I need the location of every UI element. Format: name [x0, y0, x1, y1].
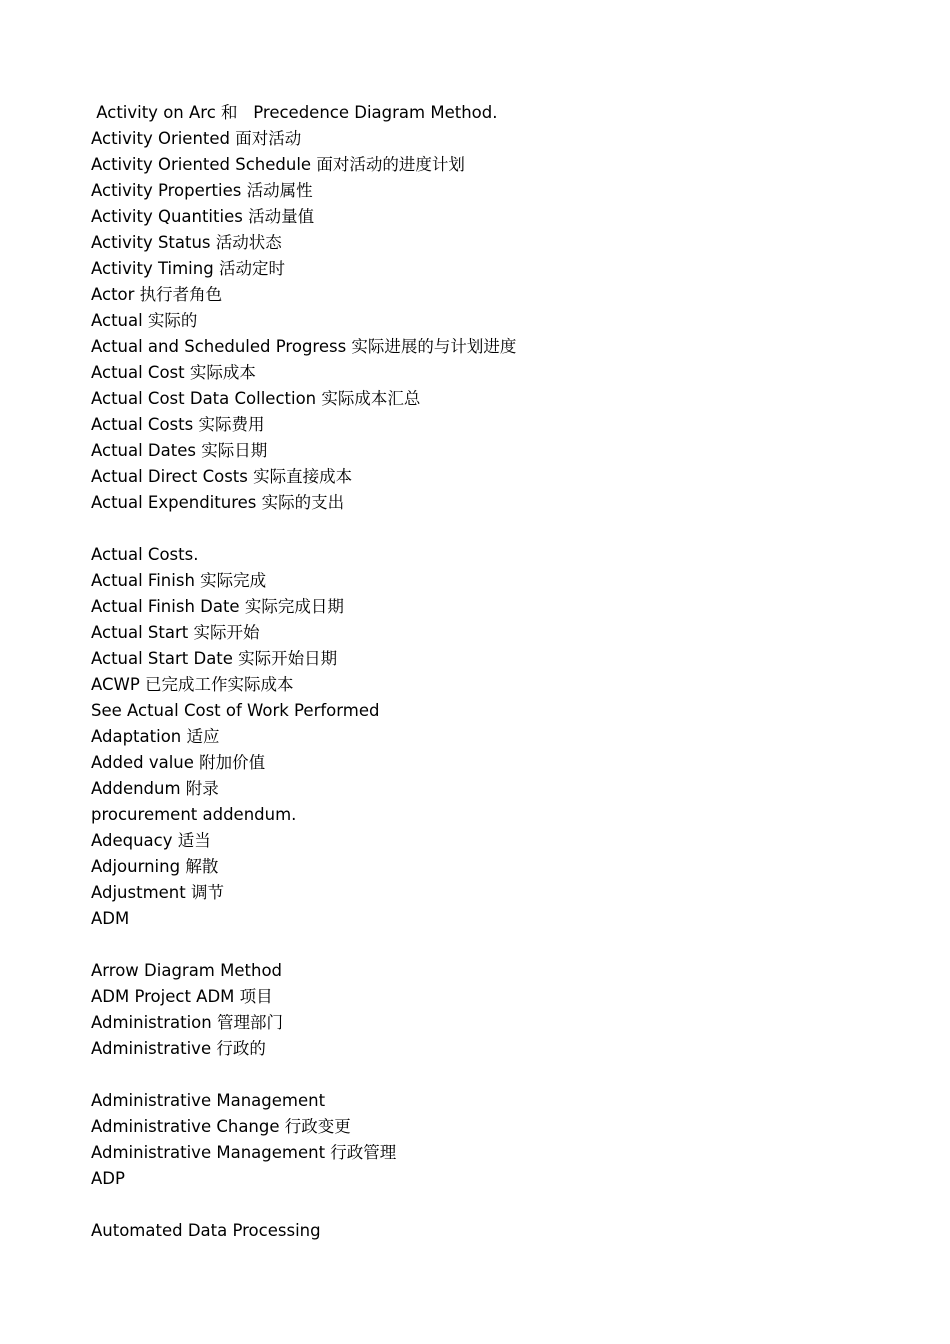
blank-line: [91, 932, 871, 958]
glossary-line: Administrative Change 行政变更: [91, 1117, 351, 1136]
glossary-line: Adjourning 解散: [91, 857, 219, 876]
blank-line: [91, 1192, 871, 1218]
glossary-line: Adequacy 适当: [91, 831, 211, 850]
glossary-line: Arrow Diagram Method: [91, 961, 283, 980]
glossary-line: Activity Quantities 活动量值: [91, 207, 315, 226]
glossary-line: ADM: [91, 909, 130, 928]
glossary-line: Administrative 行政的: [91, 1039, 266, 1058]
glossary-line: Actual Costs.: [91, 545, 199, 564]
glossary-line: Automated Data Processing: [91, 1221, 321, 1240]
glossary-line: Activity Oriented 面对活动: [91, 129, 302, 148]
glossary-line: ADP: [91, 1169, 125, 1188]
glossary-line: Activity Oriented Schedule 面对活动的进度计划: [91, 155, 465, 174]
glossary-line: Actual Finish Date 实际完成日期: [91, 597, 344, 616]
glossary-line: Actual and Scheduled Progress 实际进展的与计划进度: [91, 337, 517, 356]
glossary-line: Added value 附加价值: [91, 753, 266, 772]
glossary-line: procurement addendum.: [91, 805, 297, 824]
glossary-line: Actual 实际的: [91, 311, 198, 330]
glossary-line: Addendum 附录: [91, 779, 219, 798]
glossary-line: Activity Timing 活动定时: [91, 259, 285, 278]
glossary-line: Actual Start Date 实际开始日期: [91, 649, 338, 668]
glossary-line: ADM Project ADM 项目: [91, 987, 273, 1006]
glossary-line: Activity Status 活动状态: [91, 233, 282, 252]
glossary-line: Actor 执行者角色: [91, 285, 223, 304]
glossary-line: Activity on Arc 和 Precedence Diagram Method.: [91, 103, 498, 122]
glossary-line: Administration 管理部门: [91, 1013, 283, 1032]
blank-line: [91, 1062, 871, 1088]
glossary-line: Adjustment 调节: [91, 883, 224, 902]
glossary-line: Actual Direct Costs 实际直接成本: [91, 467, 353, 486]
glossary-text: [91, 100, 871, 1244]
glossary-line: Activity Properties 活动属性: [91, 181, 313, 200]
glossary-line: Actual Dates 实际日期: [91, 441, 268, 460]
glossary-line: Actual Costs 实际费用: [91, 415, 265, 434]
glossary-line: ACWP 已完成工作实际成本: [91, 675, 294, 694]
glossary-line: See Actual Cost of Work Performed: [91, 701, 380, 720]
glossary-line: Actual Expenditures 实际的支出: [91, 493, 345, 512]
glossary-line: Adaptation 适应: [91, 727, 220, 746]
glossary-line: Actual Finish 实际完成: [91, 571, 267, 590]
blank-line: [91, 516, 871, 542]
glossary-line: Actual Cost 实际成本: [91, 363, 256, 382]
glossary-line: Administrative Management: [91, 1091, 326, 1110]
glossary-line: Administrative Management 行政管理: [91, 1143, 397, 1162]
glossary-line: Actual Start 实际开始: [91, 623, 260, 642]
glossary-line: Actual Cost Data Collection 实际成本汇总: [91, 389, 421, 408]
